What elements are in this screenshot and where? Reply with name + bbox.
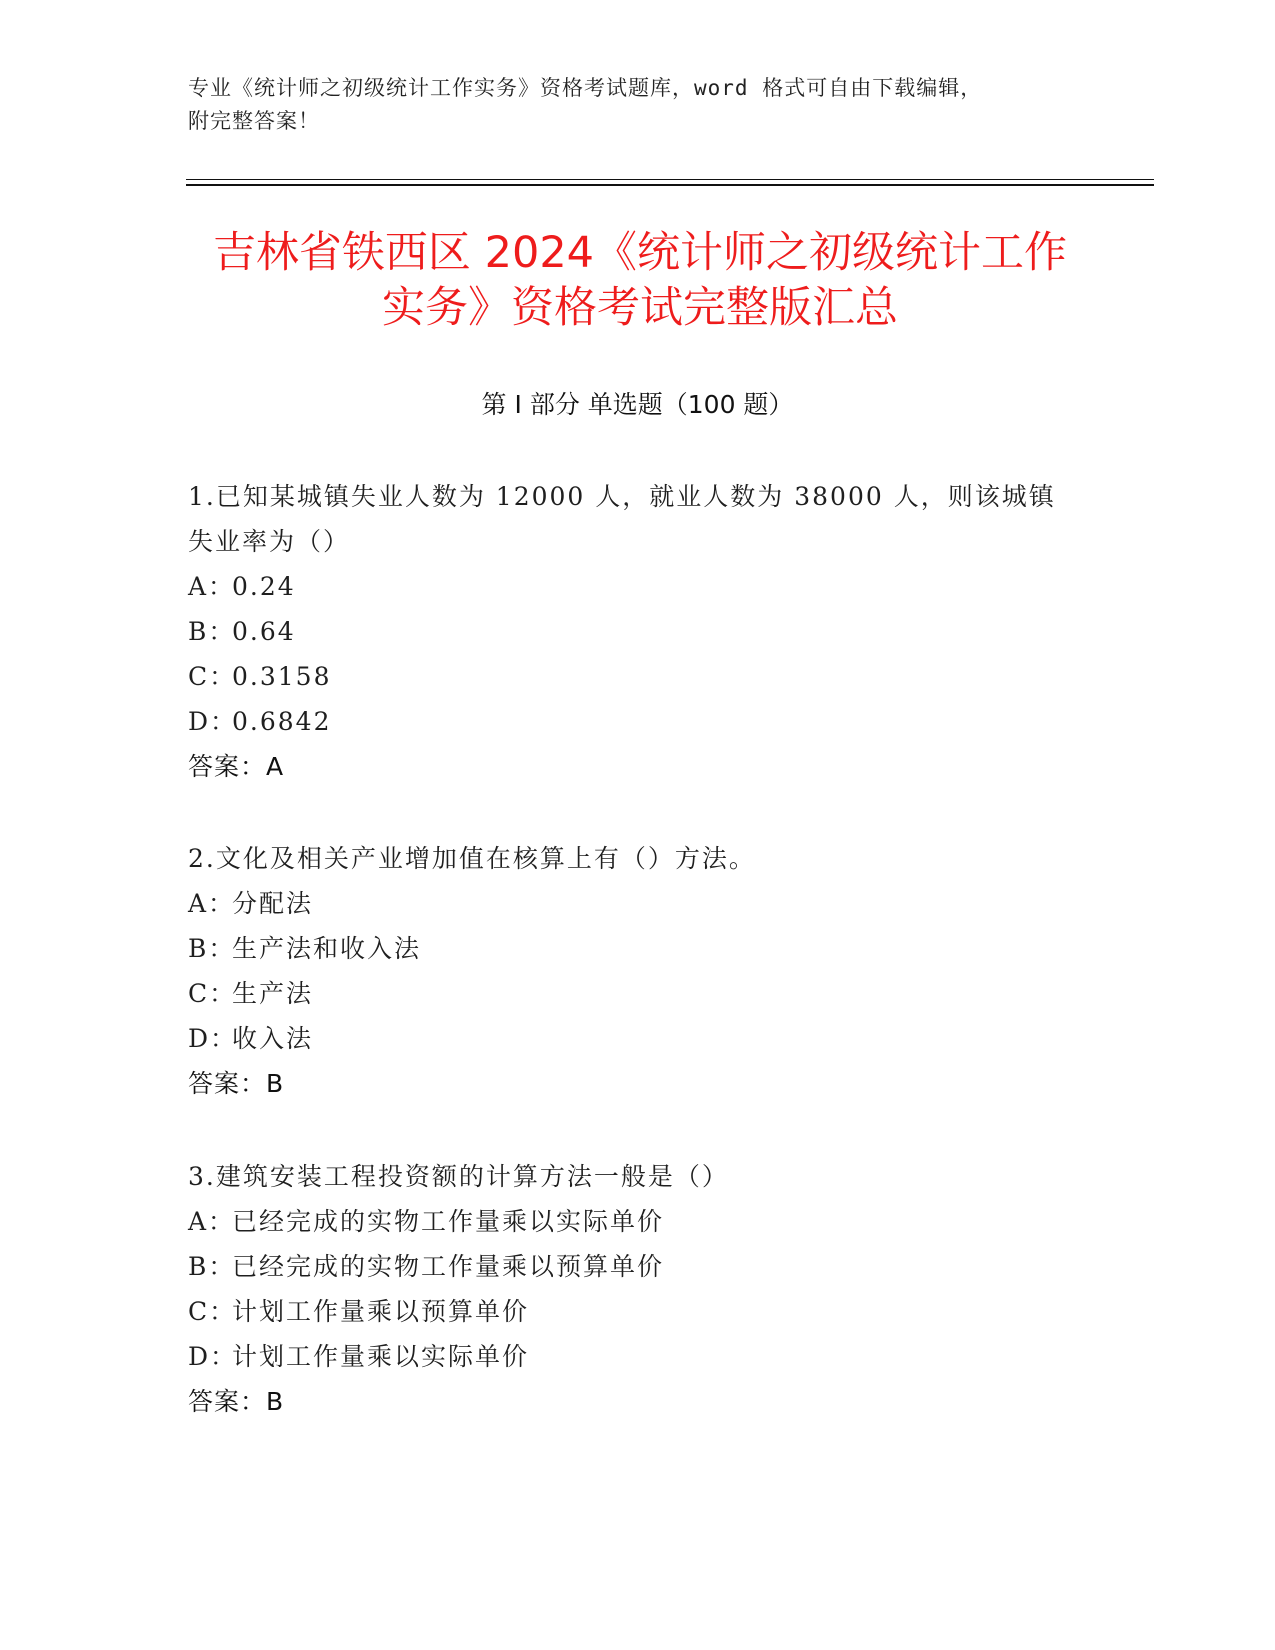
option-letter: C： [188, 1297, 237, 1326]
option-a [188, 1199, 1068, 1244]
option-c [188, 971, 1068, 1016]
option-text: 0.24 [232, 572, 296, 601]
answer-line: 答案：B [188, 1069, 285, 1098]
option-text: 计划工作量乘以实际单价 [232, 1342, 530, 1371]
header-note [188, 72, 1068, 138]
header-note-line-1: 专业《统计师之初级统计工作实务》资格考试题库，word 格式可自由下载编辑， [188, 76, 983, 100]
question-stem: 3.建筑安装工程投资额的计算方法一般是（） [188, 1162, 729, 1191]
document-title [160, 226, 1120, 336]
question-stem: 2.文化及相关产业增加值在核算上有（）方法。 [188, 844, 756, 873]
option-letter: D： [188, 1342, 238, 1371]
document-title-line-2: 实务》资格考试完整版汇总 [382, 283, 898, 333]
header-divider-top [186, 179, 1154, 180]
option-letter: C： [188, 662, 237, 691]
option-letter: A： [188, 889, 236, 918]
option-letter: A： [188, 1207, 236, 1236]
option-text: 0.64 [232, 617, 296, 646]
option-c [188, 1289, 1068, 1334]
question-stem: 1.已知某城镇失业人数为 12000 人，就业人数为 38000 人，则该城镇失业率为（） [188, 482, 1056, 556]
section-title: 第 I 部分 单选题（100 题） [481, 390, 794, 419]
header-note-line-2: 附完整答案！ [188, 109, 320, 133]
option-a [188, 881, 1068, 926]
option-c [188, 654, 1068, 699]
option-letter: D： [188, 1024, 238, 1053]
option-text: 已经完成的实物工作量乘以实际单价 [232, 1207, 665, 1236]
option-text: 0.6842 [232, 707, 332, 736]
answer-line: 答案：A [188, 752, 285, 781]
option-d [188, 699, 1068, 744]
option-letter: A： [188, 572, 236, 601]
option-letter: B： [188, 1252, 236, 1281]
question-3 [188, 1154, 1068, 1424]
answer-line: 答案：B [188, 1387, 285, 1416]
option-text: 生产法和收入法 [232, 934, 422, 963]
option-b [188, 609, 1068, 654]
option-letter: B： [188, 934, 236, 963]
option-text: 收入法 [232, 1024, 314, 1053]
option-a [188, 564, 1068, 609]
option-letter: B： [188, 617, 236, 646]
option-text: 0.3158 [232, 662, 332, 691]
option-letter: C： [188, 979, 237, 1008]
option-b [188, 926, 1068, 971]
question-1 [188, 474, 1068, 789]
option-b [188, 1244, 1068, 1289]
option-text: 生产法 [232, 979, 314, 1008]
option-text: 分配法 [232, 889, 314, 918]
option-text: 计划工作量乘以预算单价 [232, 1297, 530, 1326]
header-divider-bottom [186, 184, 1154, 186]
option-d [188, 1016, 1068, 1061]
option-letter: D： [188, 707, 238, 736]
option-d [188, 1334, 1068, 1379]
option-text: 已经完成的实物工作量乘以预算单价 [232, 1252, 665, 1281]
document-title-line-1: 吉林省铁西区 2024《统计师之初级统计工作 [212, 228, 1068, 278]
question-2 [188, 836, 1068, 1106]
